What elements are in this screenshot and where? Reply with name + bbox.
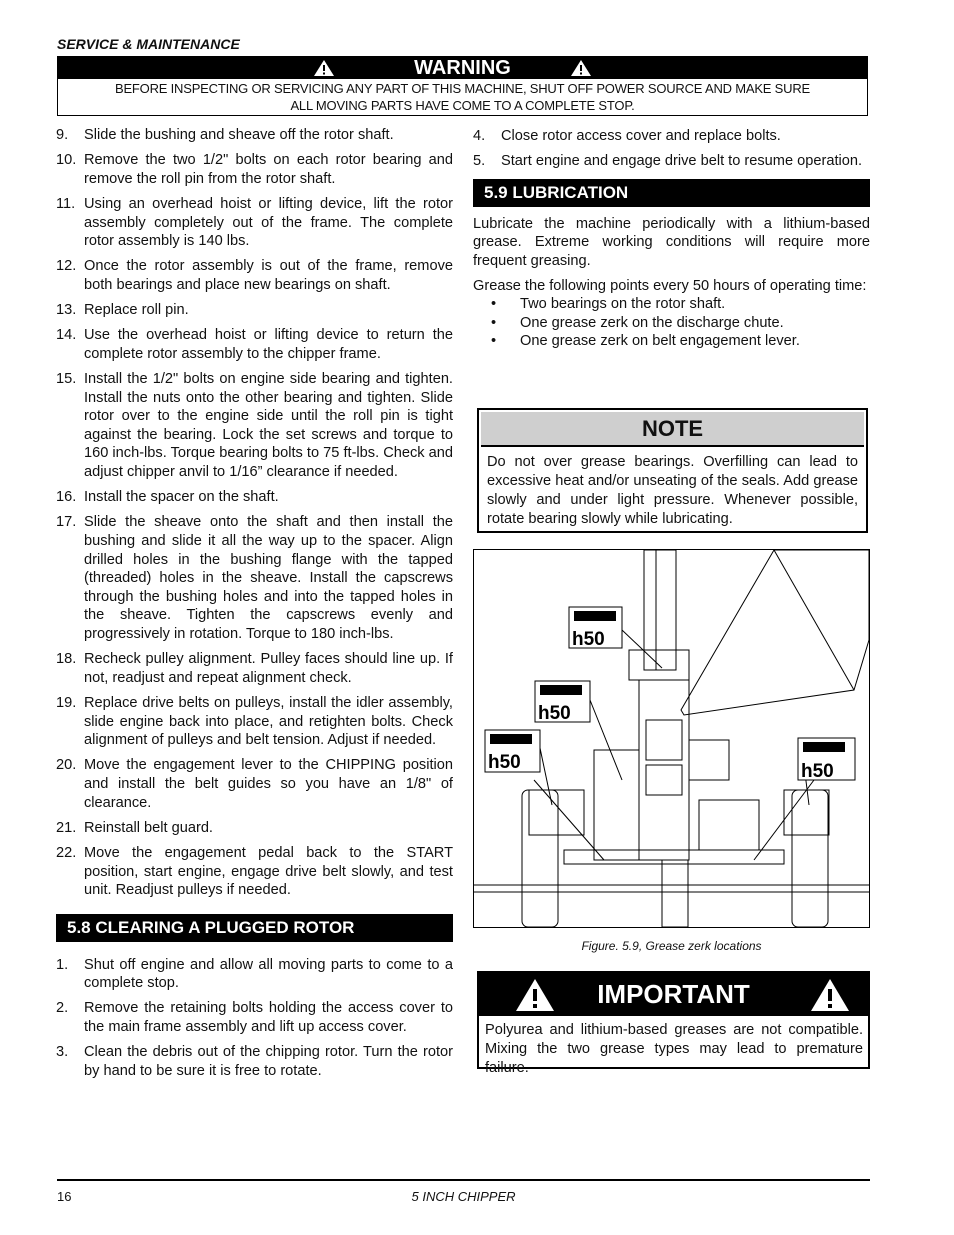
list-item — [56, 488, 453, 507]
right-bearing — [784, 790, 829, 835]
step-number: 4. — [473, 128, 486, 144]
step-text: Clean the debris out of the chipping rotor. Turn the rotor by hand to be sure it is free to rotate. — [84, 1044, 453, 1079]
grease-label-icon — [485, 730, 540, 773]
step-number: 19. — [56, 694, 77, 711]
list-item — [473, 295, 870, 314]
step-text: Once the rotor assembly is out of the frame, remove both bearings and place new bearings on shaft. — [84, 258, 453, 293]
step-number: 10. — [56, 152, 77, 169]
warning-bar — [58, 57, 867, 79]
step-text: Slide the bushing and sheave off the rotor shaft. — [84, 127, 394, 143]
step-text: Using an overhead hoist or lifting device, lift the rotor assembly completely out of the frame. The complete rotor assembly is 140 lbs. — [84, 195, 453, 250]
list-item — [56, 650, 453, 687]
list-item — [56, 819, 453, 838]
step-number: 17. — [56, 514, 77, 531]
paragraph: Lubricate the machine periodically with a lithium-based grease. Extreme working conditions will require more frequent greasing. — [473, 215, 870, 269]
step-number: 22. — [56, 844, 77, 861]
list-item — [56, 1043, 453, 1080]
section-heading: 5.9 LUBRICATION — [473, 179, 870, 207]
step-number: 15. — [56, 371, 77, 388]
right-wheel — [792, 790, 828, 927]
list-item — [56, 126, 453, 145]
warning-triangle-icon — [810, 978, 850, 1012]
step-text: Move the engagement pedal back to the START position, start engine, engage drive belt slowly, and test unit. Readjust pulleys if needed. — [84, 844, 453, 899]
grease-label-icon — [569, 607, 622, 650]
left-column — [56, 126, 453, 1087]
bullet-icon: • — [491, 333, 497, 350]
warning-box — [57, 56, 868, 116]
clearing-steps-list — [56, 956, 453, 1081]
list-item — [56, 999, 453, 1036]
note-text: Do not over grease bearings. Overfilling can lead to excessive heat and/or unseating of the seals. Add grease slowly and under light pressure. Whenever possible, rotate bearing slowly while lubricating. — [487, 454, 858, 527]
grease-label-icon — [798, 738, 855, 782]
important-title: IMPORTANT — [597, 979, 750, 1009]
bullet-icon: • — [491, 314, 497, 331]
section-header: SERVICE & MAINTENANCE — [57, 36, 240, 52]
chipper-grease-diagram — [474, 550, 869, 927]
step-text: Remove the retaining bolts holding the access cover to the main frame assembly and lift up access cover. — [84, 1000, 453, 1036]
grease-label-icon — [535, 681, 590, 724]
figure-caption: Figure. 5.9, Grease zerk locations — [581, 939, 762, 953]
step-number: 2. — [56, 1000, 69, 1017]
step-text: Move the engagement lever to the CHIPPING position and install the belt guides so you have an 1/8" of clearance. — [84, 757, 453, 811]
step-number: 13. — [56, 302, 77, 319]
step-number: 21. — [56, 819, 77, 836]
warning-text-line: ALL MOVING PARTS HAVE COME TO A COMPLETE STOP. — [290, 98, 635, 113]
step-number: 20. — [56, 757, 77, 774]
list-item — [56, 151, 453, 188]
list-item — [473, 332, 870, 351]
grease-interval-label: h50 — [801, 761, 834, 782]
step-number: 18. — [56, 651, 77, 668]
section-heading: 5.8 CLEARING A PLUGGED ROTOR — [56, 914, 453, 942]
step-number: 12. — [56, 258, 77, 275]
step-text: Remove the two 1/2" bolts on each rotor bearing and remove the roll pin from the rotor shaft. — [84, 152, 453, 187]
step-number: 1. — [56, 956, 69, 973]
warning-triangle-icon — [570, 59, 592, 77]
step-text: Replace drive belts on pulleys, install the idler assembly, slide engine back into place, and retighten bolts. Check alignment of pulleys and belt tension. Adjust if needed. — [84, 694, 453, 749]
step-text: Start engine and engage drive belt to resume operation. — [501, 153, 863, 170]
list-item — [473, 127, 870, 146]
step-number: 14. — [56, 327, 77, 344]
rotor-steps-list — [56, 126, 453, 900]
list-item — [56, 844, 453, 900]
list-item — [473, 314, 870, 333]
note-title: NOTE — [481, 412, 864, 447]
grease-points-list — [473, 295, 870, 351]
step-number: 9. — [56, 127, 69, 143]
step-text: Recheck pulley alignment. Pulley faces should line up. If not, readjust and repeat alignment check. — [84, 651, 453, 686]
list-item — [56, 756, 453, 812]
step-text: Use the overhead hoist or lifting device to return the complete rotor assembly to the chipper frame. — [84, 327, 453, 362]
step-text: Reinstall belt guard. — [84, 819, 213, 836]
step-number: 11. — [56, 195, 76, 212]
page-number: 16 — [57, 1189, 72, 1204]
hitch-tongue — [662, 860, 688, 927]
list-item — [473, 152, 870, 171]
step-text: Install the 1/2" bolts on engine side bearing and tighten. Install the nuts onto the other bearing and tighten. Slide rotor over to the engine side until the roll pin is tight against the bearing. Lock the set screws and torque to 160 inch-lbs. Torque bearing bolts to 75 ft-lbs. Check and adjust chipper anvil to 1/16” clearance if needed. — [84, 371, 453, 481]
list-item — [56, 326, 453, 363]
right-column — [473, 127, 870, 351]
list-item — [56, 694, 453, 750]
footer-title: 5 INCH CHIPPER — [411, 1189, 516, 1204]
list-item — [56, 956, 453, 993]
figure-box — [473, 549, 870, 928]
grease-interval-label: h50 — [538, 703, 571, 724]
step-text: Slide the sheave onto the shaft and then install the bushing and slide it all the way up to the spacer. Align drilled holes in the bushing flange with the tapped (threaded) holes in the sheave. Install the capscrews through the bushing holes and into the tapped holes in the sheave. Tighten the capscrews evenly and progressively in rotation. Torque to 180 inch-lbs. — [84, 514, 453, 642]
bullet-text: Two bearings on the rotor shaft. — [520, 296, 726, 313]
grease-interval-label: h50 — [572, 629, 605, 650]
note-box — [477, 408, 868, 533]
step-text: Close rotor access cover and replace bolts. — [501, 128, 781, 144]
resume-steps-list — [473, 127, 870, 171]
left-wheel — [522, 790, 558, 927]
discharge-chute — [644, 550, 676, 670]
bullet-text: One grease zerk on the discharge chute. — [520, 314, 784, 331]
step-text: Shut off engine and allow all moving parts to come to a complete stop. — [84, 956, 453, 992]
bullet-text: One grease zerk on belt engagement lever. — [520, 333, 800, 350]
important-text: Polyurea and lithium-based greases are not compatible. Mixing the two grease types may lead to premature failure. — [485, 1022, 863, 1076]
list-item — [56, 301, 453, 320]
feed-hopper — [681, 550, 869, 715]
step-text: Replace roll pin. — [84, 302, 189, 319]
list-item — [56, 513, 453, 643]
step-number: 3. — [56, 1044, 69, 1061]
bullet-icon: • — [491, 296, 497, 313]
list-item — [56, 195, 453, 251]
step-text: Install the spacer on the shaft. — [84, 489, 279, 506]
list-item — [56, 370, 453, 482]
warning-text-line: BEFORE INSPECTING OR SERVICING ANY PART OF THIS MACHINE, SHUT OFF POWER SOURCE AND MAKE SURE — [114, 81, 811, 96]
step-number: 16. — [56, 489, 77, 506]
step-number: 5. — [473, 153, 486, 170]
grease-interval-label: h50 — [488, 752, 521, 773]
list-item — [56, 257, 453, 294]
footer-divider — [57, 1179, 870, 1181]
paragraph: Grease the following points every 50 hours of operating time: — [473, 277, 867, 294]
important-bar — [479, 973, 868, 1016]
important-box — [477, 971, 870, 1076]
warning-text — [58, 79, 867, 114]
warning-title: WARNING — [414, 57, 511, 79]
